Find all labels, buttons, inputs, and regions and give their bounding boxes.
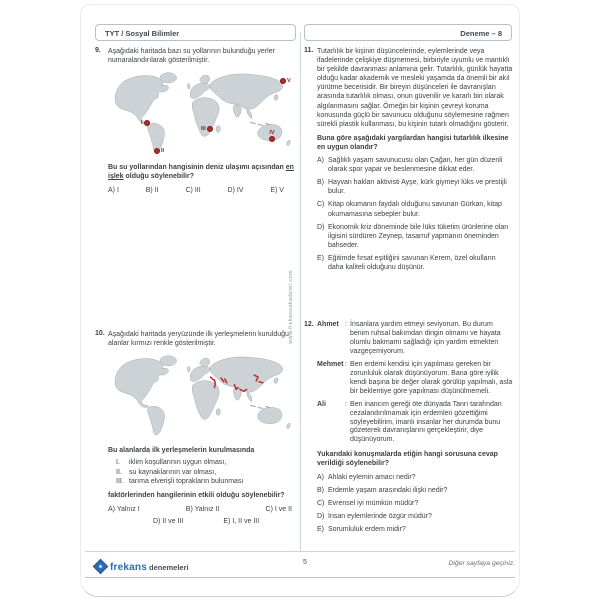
map-marker-2	[154, 148, 164, 154]
page-number: 5	[303, 559, 307, 566]
brand-name: frekans	[110, 562, 147, 573]
question-intro: Tutarlılık bir kişinin düşüncelerinde, eylemlerinde veya ifadelerinde çelişkiye düşmemesi, birbiriyle uyumlu ve mantıklı bir şekilde davranması anlamına gelir. Tutarlılık, günlük hayatta olduğu kadar akademik ve mesleki yaşamda da önemli bir akıl yürütme becerisidir. Bir bireyin düşünceleri ile davranışları arasında tutarlılık olması, onun güvenilir ve kararlı biri olarak algılanmasını sağlar. Örneğin bir kişinin çevreyi koruma konusunda güçlü bir savunucu olduğunu söylemesine rağmen sürekli plastik kullanması, bu kişinin tutarlı olmadığını gösterir.	[317, 48, 513, 128]
question-number: 11.	[304, 47, 314, 54]
map-marker-1	[141, 120, 150, 126]
option-text: Hayvan hakları aktivisti Ayşe, kürk giymeyi lüks ve prestijli bulur.	[328, 179, 507, 196]
option-key: C)	[185, 187, 193, 195]
answer-options-row	[108, 506, 296, 513]
speaker-name: Ali	[317, 400, 326, 408]
roman-numeral: II.	[116, 468, 122, 476]
question-number: 12.	[304, 321, 314, 328]
option-key: D)	[227, 187, 235, 195]
map-marker-3	[201, 126, 213, 132]
answer-option	[185, 187, 200, 194]
marker-label: V	[287, 78, 291, 85]
roman-item-text: iklim koşullarının uygun olması,	[129, 459, 227, 467]
option-key: B)	[317, 486, 324, 494]
answer-option	[317, 223, 513, 250]
answer-option	[223, 518, 259, 525]
footer-divider-top	[85, 551, 515, 552]
option-text: III	[194, 187, 201, 195]
column-divider	[300, 32, 301, 551]
answer-option	[317, 512, 513, 521]
option-text: Ekonomik kriz döneminde bile lüks tüketim ürünlerine olan ilgisini sürdüren Zeynep, tasarruf yapmanın öneminden bahseder.	[328, 223, 509, 249]
dialogue-line	[317, 321, 513, 357]
question-9	[95, 47, 296, 194]
answer-option	[146, 187, 159, 194]
dialogue-line	[317, 361, 513, 397]
answer-option	[270, 187, 284, 194]
answer-option	[186, 506, 220, 513]
option-key: A)	[108, 187, 115, 195]
question-12	[304, 321, 513, 534]
option-text: II ve III	[162, 517, 184, 525]
speaker-text: Ben inancım gereği öte dünyada Tanrı tarafından cezalandırılmamak için erdemleri gözettiğimi söyleyebilirim, imanlı insanlar her durumda bunu gözeterek davranışlarını gerçekleştirir, diye düşünüyorum.	[350, 400, 502, 444]
option-key: A)	[317, 473, 324, 481]
option-key: B)	[145, 187, 153, 195]
roman-item	[108, 468, 296, 477]
answer-option	[228, 187, 244, 194]
question-stem: Bu alanlarda ilk yerleşmelerin kurulmasında	[108, 447, 255, 455]
map-marker-4	[269, 130, 275, 142]
answer-options-row	[108, 518, 296, 525]
answer-option	[317, 178, 513, 196]
world-map-waterways	[108, 70, 298, 158]
question-number: 9.	[95, 47, 101, 54]
option-key: E)	[223, 517, 231, 525]
option-text: İnsan eylemlerinde özgür müdür?	[328, 512, 432, 520]
question-intro: Aşağıdaki haritada yeryüzünde ilk yerleşmelerin kurulduğu alanlar kırmızı renkle gösterilmiştir.	[108, 331, 289, 348]
option-text: IV	[236, 187, 244, 195]
option-text: I, II ve III	[232, 517, 260, 525]
option-text: Eğitimde fırsat eşitliğini savunan Kerem, özel okulların daha kaliteli olduğunu düşünür.	[328, 254, 496, 271]
option-text: II	[154, 187, 159, 195]
brand-suffix: denemeleri	[148, 563, 189, 572]
question-number: 10.	[95, 330, 105, 337]
roman-item	[108, 458, 296, 467]
option-text: Yalnız I	[116, 505, 140, 513]
marker-label: I	[141, 120, 143, 127]
speaker-name: Mehmet	[317, 360, 344, 368]
header-section-title: TYT / Sosyal Bilimler	[95, 24, 296, 41]
option-key: D)	[153, 517, 161, 525]
page-footer	[95, 555, 515, 573]
roman-numeral: III.	[116, 478, 124, 486]
option-text: Sağlıklı yaşam savunucusu olan Çağan, her gün düzenli olarak spor yapar ve beslenmesine dikkat eder.	[328, 157, 503, 174]
answer-option	[266, 506, 292, 513]
speaker-colon: :	[345, 321, 347, 328]
question-stem: Buna göre aşağıdaki yargılardan hangisi tutarlılık ilkesine en uygun olandır?	[317, 134, 509, 151]
option-key: E)	[270, 187, 278, 195]
question-stem: Yukarıdaki konuşmalarda etiğin hangi sorusuna cevap verildiği söylenebilir?	[317, 451, 498, 468]
roman-numeral: I.	[116, 459, 120, 467]
answer-option	[317, 499, 513, 508]
option-key: B)	[317, 179, 324, 187]
option-key: C)	[317, 201, 325, 209]
marker-dot-icon	[144, 120, 150, 126]
stem-text: olduğu söylenebilir?	[123, 173, 194, 181]
answer-option	[317, 156, 513, 174]
answer-option	[317, 525, 513, 534]
map-marker-5	[280, 78, 291, 84]
speaker-name: Ahmet	[317, 321, 339, 328]
stem-underlined-text: en işlek	[108, 164, 294, 181]
speaker-text: İnsanlara yardım etmeyi seviyorum. Bu durum benim ruhsal bakımdan dingin olmamı ve hayata olumlu bakmamı sağladığı için yardım etmekten vazgeçemiyorum.	[350, 321, 501, 355]
option-text: V	[279, 187, 284, 195]
answer-option	[317, 200, 513, 218]
marker-label: II	[161, 148, 165, 155]
world-map-first-settlements	[108, 353, 298, 441]
speaker-colon: :	[345, 360, 347, 368]
question-stem	[108, 163, 296, 181]
option-key: A)	[317, 157, 324, 165]
watermark-url: www.frekansakademi.com	[288, 270, 294, 344]
roman-items	[108, 458, 296, 486]
world-map-svg	[108, 353, 298, 441]
option-key: A)	[108, 505, 115, 513]
roman-item-text: su kaynaklarının var olması,	[129, 468, 217, 476]
answer-option	[108, 506, 140, 513]
marker-dot-icon	[280, 78, 286, 84]
question-stem-2: faktörlerinden hangilerinin etkili olduğu söylenebilir?	[108, 491, 285, 499]
marker-label: III	[201, 126, 206, 133]
option-text: Sorumluluk erdem midir?	[328, 525, 406, 533]
dialogue-line	[317, 401, 513, 446]
option-text: I	[116, 187, 119, 195]
option-text: Ahlaki eylemin amacı nedir?	[328, 473, 416, 481]
next-page-note: Diğer sayfaya geçiniz.	[448, 560, 515, 567]
option-text: Kitap okumanın faydalı olduğunu savunan Gürkan, kitap okumamasına sebepler bulur.	[328, 201, 502, 218]
option-key: E)	[317, 525, 324, 533]
answer-option	[317, 486, 513, 495]
answer-option	[317, 254, 513, 272]
answer-options-row	[108, 187, 296, 194]
option-key: B)	[185, 505, 193, 513]
footer-divider-bottom	[85, 577, 515, 578]
option-key: C)	[317, 499, 325, 507]
header-exam-number: Deneme – 8	[304, 24, 512, 41]
option-key: D)	[317, 223, 325, 231]
marker-dot-icon	[207, 126, 213, 132]
answer-option	[153, 518, 183, 525]
answer-option	[317, 473, 513, 482]
option-key: C)	[265, 505, 273, 513]
answer-option	[108, 187, 119, 194]
option-text: Erdemle yaşam arasındaki ilişki nedir?	[328, 486, 448, 494]
world-map-svg	[108, 70, 298, 158]
roman-item-text: tarıma elverişli toprakların bulunması	[129, 478, 244, 486]
roman-item	[108, 477, 296, 486]
option-text: Evrensel iyi mümkün müdür?	[328, 499, 419, 507]
marker-dot-icon	[269, 136, 275, 142]
marker-label: IV	[269, 130, 275, 137]
question-intro: Aşağıdaki haritada bazı su yollarının bulunduğu yerler numaralandırılarak gösterilmiştir.	[108, 48, 275, 65]
marker-dot-icon	[154, 148, 160, 154]
stem-text: Bu su yollarından hangisinin deniz ulaşımı açısından	[108, 164, 286, 172]
speaker-colon: :	[345, 400, 347, 408]
option-text: Yalnız II	[194, 505, 220, 513]
question-10	[95, 330, 296, 525]
option-key: E)	[317, 254, 324, 262]
option-text: I ve II	[274, 505, 292, 513]
speaker-text: Ben erdemi kendisi için yapılması gereken bir zorunluluk olarak düşünüyorum. Bana göre iyilik kendi başına bir değer olarak görülüp yapılmalı, asla bir beklentiye göre yapılması düşünülmemeli.	[350, 360, 513, 395]
option-key: D)	[317, 512, 325, 520]
question-11	[304, 47, 513, 272]
